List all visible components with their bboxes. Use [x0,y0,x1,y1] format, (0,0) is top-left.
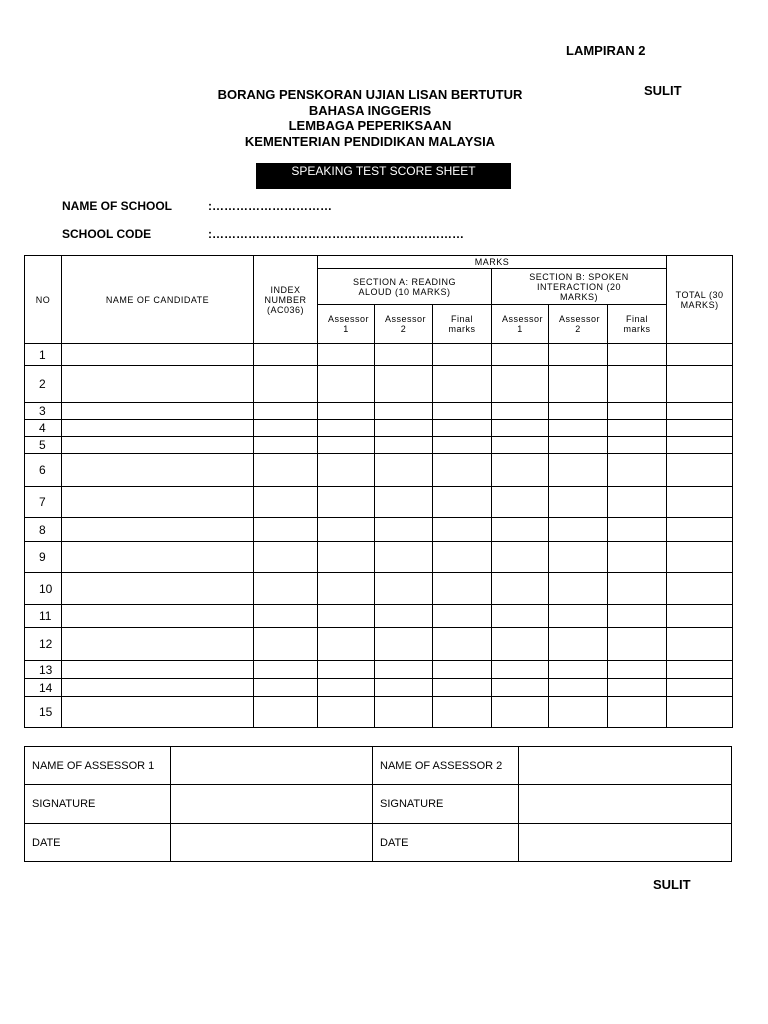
table-row [25,628,733,661]
assessor-table [24,746,732,862]
index-number-cell[interactable] [254,628,318,661]
a-assessor-2-cell[interactable] [375,679,433,697]
b-final-marks-cell[interactable] [608,605,667,628]
assessor-2-date-field[interactable] [519,824,732,862]
assessor-1-signature-label: SIGNATURE [25,785,171,824]
assessor-2-signature-field[interactable] [519,785,732,824]
header-index-number: INDEX NUMBER (AC036) [254,256,318,344]
a-assessor-2-cell[interactable] [375,518,433,542]
a-final-marks-cell[interactable] [433,697,492,728]
a-final-marks-cell[interactable] [433,542,492,573]
candidate-name-cell[interactable] [62,661,254,679]
title-line-2: BAHASA INGGERIS [308,102,432,118]
total-cell[interactable] [667,697,733,728]
b-assessor-1-cell[interactable] [492,661,549,679]
assessor-1-signature-field[interactable] [171,785,373,824]
school-code-label: SCHOOL CODE [62,227,152,241]
a-assessor-2-cell[interactable] [375,697,433,728]
row-number: 12 [25,628,62,661]
candidate-name-cell[interactable] [62,437,254,454]
b-assessor-2-cell[interactable] [549,628,608,661]
assessor-1-name-field[interactable] [171,747,373,785]
a-assessor-1-cell[interactable] [318,679,375,697]
candidate-name-cell[interactable] [62,420,254,437]
b-assessor-2-cell[interactable] [549,403,608,420]
a-assessor-2-cell[interactable] [375,573,433,605]
assessor-2-label: NAME OF ASSESSOR 2 [373,747,519,785]
index-number-cell[interactable] [254,697,318,728]
b-assessor-2-cell[interactable] [549,518,608,542]
assessor-1-label: NAME OF ASSESSOR 1 [25,747,171,785]
header-a-assessor-2: Assessor 2 [375,305,433,344]
candidate-name-cell[interactable] [62,487,254,518]
a-assessor-1-cell[interactable] [318,573,375,605]
index-number-cell[interactable] [254,518,318,542]
total-cell[interactable] [667,661,733,679]
header-section-b: SECTION B: SPOKEN INTERACTION (20 MARKS) [492,269,667,305]
row-number: 6 [25,454,62,487]
a-final-marks-cell[interactable] [433,661,492,679]
candidate-name-cell[interactable] [62,344,254,366]
b-final-marks-cell[interactable] [608,697,667,728]
row-number: 4 [25,420,62,437]
index-number-cell[interactable] [254,344,318,366]
index-number-cell[interactable] [254,454,318,487]
table-row [25,366,733,403]
a-final-marks-cell[interactable] [433,605,492,628]
table-row [25,420,733,437]
candidate-name-cell[interactable] [62,454,254,487]
a-assessor-2-cell[interactable] [375,437,433,454]
b-assessor-1-cell[interactable] [492,366,549,403]
header-section-a: SECTION A: READING ALOUD (10 MARKS) [318,269,492,305]
row-number: 13 [25,661,62,679]
table-row [25,454,733,487]
table-row [25,344,733,366]
row-number: 7 [25,487,62,518]
a-final-marks-cell[interactable] [433,344,492,366]
b-assessor-2-cell[interactable] [549,454,608,487]
b-assessor-1-cell[interactable] [492,420,549,437]
row-number: 8 [25,518,62,542]
b-assessor-2-cell[interactable] [549,344,608,366]
index-number-cell[interactable] [254,542,318,573]
total-cell[interactable] [667,420,733,437]
a-assessor-2-cell[interactable] [375,344,433,366]
candidate-name-cell[interactable] [62,403,254,420]
total-cell[interactable] [667,487,733,518]
b-assessor-2-cell[interactable] [549,366,608,403]
b-assessor-2-cell[interactable] [549,437,608,454]
index-number-cell[interactable] [254,573,318,605]
a-assessor-2-cell[interactable] [375,487,433,518]
row-number: 15 [25,697,62,728]
b-final-marks-cell[interactable] [608,679,667,697]
table-row [25,661,733,679]
index-number-cell[interactable] [254,605,318,628]
a-assessor-1-cell[interactable] [318,542,375,573]
a-final-marks-cell[interactable] [433,628,492,661]
index-number-cell[interactable] [254,420,318,437]
header-candidate-name: NAME OF CANDIDATE [62,256,254,344]
total-cell[interactable] [667,628,733,661]
table-row [25,697,733,728]
total-cell[interactable] [667,403,733,420]
b-assessor-1-cell[interactable] [492,628,549,661]
candidate-name-cell[interactable] [62,697,254,728]
a-final-marks-cell[interactable] [433,437,492,454]
form-title [170,87,570,149]
table-row [25,518,733,542]
assessor-2-date-label: DATE [373,824,519,862]
row-number: 2 [25,366,62,403]
b-assessor-1-cell[interactable] [492,697,549,728]
a-assessor-1-cell[interactable] [318,344,375,366]
a-assessor-1-cell[interactable] [318,697,375,728]
b-assessor-1-cell[interactable] [492,679,549,697]
classification-bottom: SULIT [653,877,691,892]
a-assessor-2-cell[interactable] [375,542,433,573]
school-name-field[interactable]: :………………………… [208,199,332,213]
b-final-marks-cell[interactable] [608,542,667,573]
b-assessor-1-cell[interactable] [492,605,549,628]
b-assessor-2-cell[interactable] [549,487,608,518]
index-number-cell[interactable] [254,487,318,518]
b-assessor-2-cell[interactable] [549,542,608,573]
a-assessor-1-cell[interactable] [318,366,375,403]
total-cell[interactable] [667,573,733,605]
candidate-name-cell[interactable] [62,518,254,542]
header-a-assessor-1: Assessor 1 [318,305,375,344]
a-final-marks-cell[interactable] [433,487,492,518]
header-a-final-marks: Final marks [433,305,492,344]
school-name-label: NAME OF SCHOOL [62,199,172,213]
table-row [25,437,733,454]
total-cell[interactable] [667,605,733,628]
a-assessor-1-cell[interactable] [318,454,375,487]
b-final-marks-cell[interactable] [608,437,667,454]
row-number: 1 [25,344,62,366]
candidate-name-cell[interactable] [62,605,254,628]
a-assessor-2-cell[interactable] [375,628,433,661]
table-row [25,605,733,628]
header-total: TOTAL (30 MARKS) [667,256,733,344]
b-assessor-1-cell[interactable] [492,437,549,454]
row-number: 5 [25,437,62,454]
b-final-marks-cell[interactable] [608,366,667,403]
b-assessor-1-cell[interactable] [492,454,549,487]
candidate-name-cell[interactable] [62,628,254,661]
title-line-4: KEMENTERIAN PENDIDIKAN MALAYSIA [244,133,496,149]
b-assessor-1-cell[interactable] [492,403,549,420]
assessor-2-name-field[interactable] [519,747,732,785]
b-final-marks-cell[interactable] [608,403,667,420]
total-cell[interactable] [667,454,733,487]
table-row [25,679,733,697]
a-assessor-2-cell[interactable] [375,605,433,628]
b-final-marks-cell[interactable] [608,454,667,487]
b-assessor-2-cell[interactable] [549,697,608,728]
a-final-marks-cell[interactable] [433,518,492,542]
assessor-2-signature-label: SIGNATURE [373,785,519,824]
b-assessor-1-cell[interactable] [492,542,549,573]
total-cell[interactable] [667,344,733,366]
title-line-3: LEMBAGA PEPERIKSAAN [288,118,452,133]
candidate-name-cell[interactable] [62,366,254,403]
b-assessor-2-cell[interactable] [549,679,608,697]
b-assessor-1-cell[interactable] [492,573,549,605]
table-row [25,573,733,605]
b-assessor-2-cell[interactable] [549,420,608,437]
b-final-marks-cell[interactable] [608,420,667,437]
row-number: 11 [25,605,62,628]
a-assessor-1-cell[interactable] [318,437,375,454]
a-assessor-1-cell[interactable] [318,628,375,661]
row-number: 3 [25,403,62,420]
table-row [25,487,733,518]
b-final-marks-cell[interactable] [608,573,667,605]
score-table [24,255,733,728]
header-b-final-marks: Final marks [608,305,667,344]
a-assessor-2-cell[interactable] [375,661,433,679]
b-assessor-2-cell[interactable] [549,661,608,679]
a-final-marks-cell[interactable] [433,573,492,605]
b-final-marks-cell[interactable] [608,628,667,661]
index-number-cell[interactable] [254,437,318,454]
b-final-marks-cell[interactable] [608,518,667,542]
index-number-cell[interactable] [254,366,318,403]
a-final-marks-cell[interactable] [433,403,492,420]
title-line-1: BORANG PENSKORAN UJIAN LISAN BERTUTUR [217,87,523,102]
candidate-name-cell[interactable] [62,679,254,697]
index-number-cell[interactable] [254,661,318,679]
b-assessor-1-cell[interactable] [492,518,549,542]
total-cell[interactable] [667,679,733,697]
b-final-marks-cell[interactable] [608,661,667,679]
a-assessor-1-cell[interactable] [318,420,375,437]
candidate-name-cell[interactable] [62,542,254,573]
a-final-marks-cell[interactable] [433,454,492,487]
total-cell[interactable] [667,366,733,403]
total-cell[interactable] [667,437,733,454]
total-cell[interactable] [667,518,733,542]
a-assessor-2-cell[interactable] [375,420,433,437]
index-number-cell[interactable] [254,679,318,697]
row-number: 14 [25,679,62,697]
a-assessor-2-cell[interactable] [375,366,433,403]
score-sheet-banner: SPEAKING TEST SCORE SHEET [256,163,511,189]
a-assessor-1-cell[interactable] [318,605,375,628]
header-marks: MARKS [318,256,667,269]
row-number: 9 [25,542,62,573]
b-assessor-1-cell[interactable] [492,344,549,366]
header-b-assessor-1: Assessor 1 [492,305,549,344]
a-assessor-1-cell[interactable] [318,403,375,420]
a-assessor-1-cell[interactable] [318,518,375,542]
a-final-marks-cell[interactable] [433,420,492,437]
b-assessor-2-cell[interactable] [549,605,608,628]
table-row [25,542,733,573]
index-number-cell[interactable] [254,403,318,420]
classification-top: SULIT [644,83,682,98]
candidate-name-cell[interactable] [62,573,254,605]
a-assessor-2-cell[interactable] [375,403,433,420]
a-assessor-2-cell[interactable] [375,454,433,487]
header-b-assessor-2: Assessor 2 [549,305,608,344]
b-assessor-2-cell[interactable] [549,573,608,605]
assessor-1-date-field[interactable] [171,824,373,862]
table-row [25,403,733,420]
a-assessor-1-cell[interactable] [318,487,375,518]
b-final-marks-cell[interactable] [608,344,667,366]
assessor-1-date-label: DATE [25,824,171,862]
school-code-field[interactable]: :……………………………………………………… [208,227,464,241]
a-assessor-1-cell[interactable] [318,661,375,679]
header-no: NO [25,256,62,344]
b-final-marks-cell[interactable] [608,487,667,518]
total-cell[interactable] [667,542,733,573]
annex-label: LAMPIRAN 2 [566,43,646,58]
a-final-marks-cell[interactable] [433,366,492,403]
b-assessor-1-cell[interactable] [492,487,549,518]
a-final-marks-cell[interactable] [433,679,492,697]
row-number: 10 [25,573,62,605]
